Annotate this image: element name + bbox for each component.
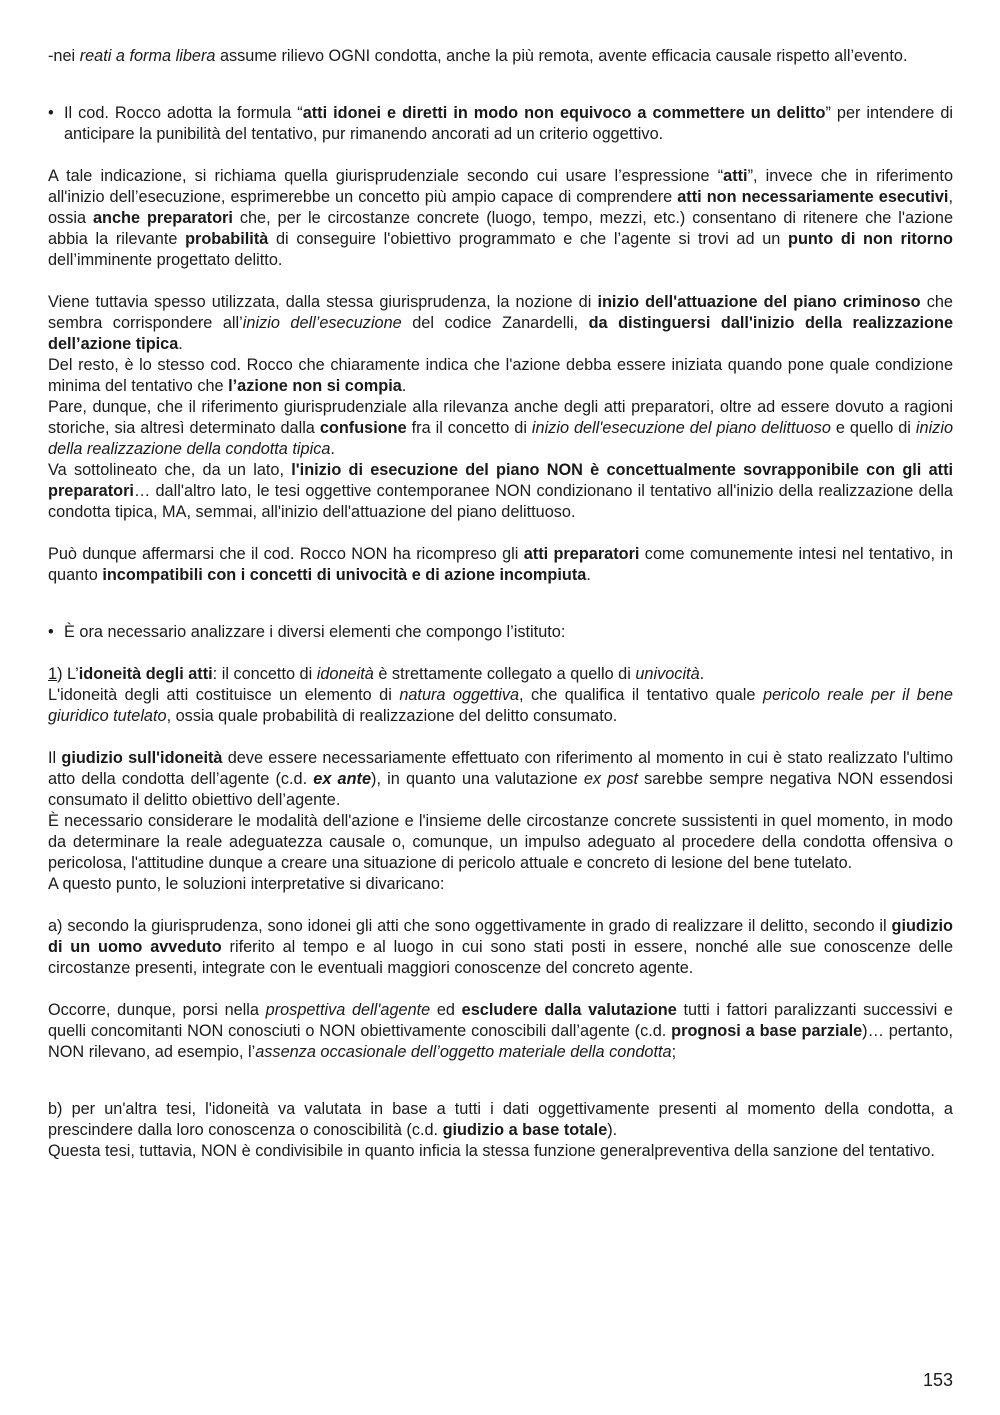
page-number: 153 — [922, 1370, 953, 1390]
paragraph-idoneita-atti-heading: 1) L’idoneità degli atti: il concetto di idoneità è strettamente collegato a quello di univocità. — [48, 665, 705, 683]
paragraph-natura-oggettiva: L'idoneità degli atti costituisce un elemento di natura oggettiva, che qualifica il tentativo quale pericolo reale per il bene giuridico tutelato, ossia quale probabilità di realizzazione del delitto consumato. — [48, 686, 953, 725]
paragraph-tesi-b: b) per un'altra tesi, l'idoneità va valutata in base a tutti i dati oggettivamente presenti al momento della condotta, a prescindere dalla loro conoscenza o conoscibilità (c.d. giudizio a base totale). — [48, 1100, 953, 1139]
paragraph-reati-forma-libera: -nei reati a forma libera assume rilievo OGNI condotta, anche la più remota, avente efficacia causale rispetto all’evento. — [48, 47, 908, 65]
bullet-paragraph-cod-rocco: • Il cod. Rocco adotta la formula “atti idonei e diretti in modo non equivoco a commettere un delitto” per intendere di anticipare la punibilità del tentativo, pur rimanendo ancorati ad un criterio oggettivo. — [48, 104, 953, 143]
paragraph-indicazione-giurisprudenziale: A tale indicazione, si richiama quella giurisprudenziale secondo cui usare l’espressione “atti”, invece che in riferimento all'inizio dell’esecuzione, esprimerebbe un concetto più ampio capace di comprendere atti non necessariamente esecutivi, ossia anche preparatori che, per le circostanze concrete (luogo, tempo, mezzi, etc.) consentano di ritenere che l'azione abbia la rilevante probabilità di conseguire l'obiettivo programmato e che l’agente si trovi ad un punto di non ritorno dell’imminente progettato delitto. — [48, 167, 953, 269]
bullet-icon: • — [48, 623, 54, 641]
paragraph-pare-dunque: Pare, dunque, che il riferimento giurisprudenziale alla rilevanza anche degli atti preparatori, oltre ad essere dovuto a ragioni storiche, sia altresì determinato dalla confusione fra il concetto di inizio dell'esecuzione del piano delittuoso e quello di inizio della realizzazione della condotta tipica. — [48, 398, 953, 458]
paragraph-va-sottolineato: Va sottolineato che, da un lato, l'inizio di esecuzione del piano NON è concettualmente sovrapponibile con gli atti preparatori… dall'altro lato, le tesi oggettive contemporanee NON condizionano il tentativo all'inizio della realizzazione della condotta tipica, MA, semmai, all'inizio dell'attuazione del piano delittuoso. — [48, 461, 954, 521]
bullet-paragraph-elementi: • È ora necessario analizzare i diversi elementi che compongo l’istituto: — [48, 623, 566, 641]
paragraph-del-resto: Del resto, è lo stesso cod. Rocco che chiaramente indica che l'azione debba essere iniziata quando pone quale condizione minima del tentativo che l’azione non si compia. — [48, 356, 953, 395]
paragraph-piano-criminoso: Viene tuttavia spesso utilizzata, dalla stessa giurisprudenza, la nozione di inizio dell'attuazione del piano criminoso che sembra corrispondere all’inizio dell’esecuzione del codice Zanardelli, da distinguersi dall'inizio della realizzazione dell’azione tipica. — [48, 293, 953, 353]
paragraph-prospettiva-agente: Occorre, dunque, porsi nella prospettiva dell'agente ed escludere dalla valutazione tutti i fattori paralizzanti successivi e quelli concomitanti NON conosciuti o NON obiettivamente conoscibili dall’agente (c.d. prognosi a base parziale)… pertanto, NON rilevano, ad esempio, l’assenza occasionale dell’oggetto materiale della condotta; — [48, 1001, 953, 1061]
paragraph-giudizio-idoneita: Il giudizio sull'idoneità deve essere necessariamente effettuato con riferimento al momento in cui è stato realizzato l'ultimo atto della condotta dell’agente (c.d. ex ante), in quanto una valutazione ex post sarebbe sempre negativa NON essendosi consumato il delitto obiettivo dell’agente. — [48, 749, 953, 809]
paragraph-soluzioni-interpretative: A questo punto, le soluzioni interpretative si divaricano: — [48, 875, 445, 893]
paragraph-puo-dunque: Può dunque affermarsi che il cod. Rocco NON ha ricompreso gli atti preparatori come comunemente intesi nel tentativo, in quanto incompatibili con i concetti di univocità e di azione incompiuta. — [48, 545, 954, 584]
paragraph-tesi-a: a) secondo la giurisprudenza, sono idonei gli atti che sono oggettivamente in grado di realizzare il delitto, secondo il giudizio di un uomo avveduto riferito al tempo e al luogo in cui sono stati posti in essere, nonché alle sue conoscenze delle circostanze presenti, integrate con le eventuali maggiori conoscenze del concreto agente. — [48, 917, 953, 977]
document-body — [48, 46, 953, 1162]
bullet-icon: • — [48, 104, 54, 122]
paragraph-tesi-non-condivisibile: Questa tesi, tuttavia, NON è condivisibile in quanto inficia la stessa funzione generalpreventiva della sanzione del tentativo. — [48, 1142, 935, 1160]
paragraph-modalita-azione: È necessario considerare le modalità dell'azione e l'insieme delle circostanze concrete sussistenti in quel momento, in modo da determinare la reale adeguatezza causale o, comunque, un impulso adeguato al procedere della condotta offensiva o pericolosa, l'attitudine dunque a creare una situazione di pericolo attuale e concreto di lesione del bene tutelato. — [48, 812, 953, 872]
